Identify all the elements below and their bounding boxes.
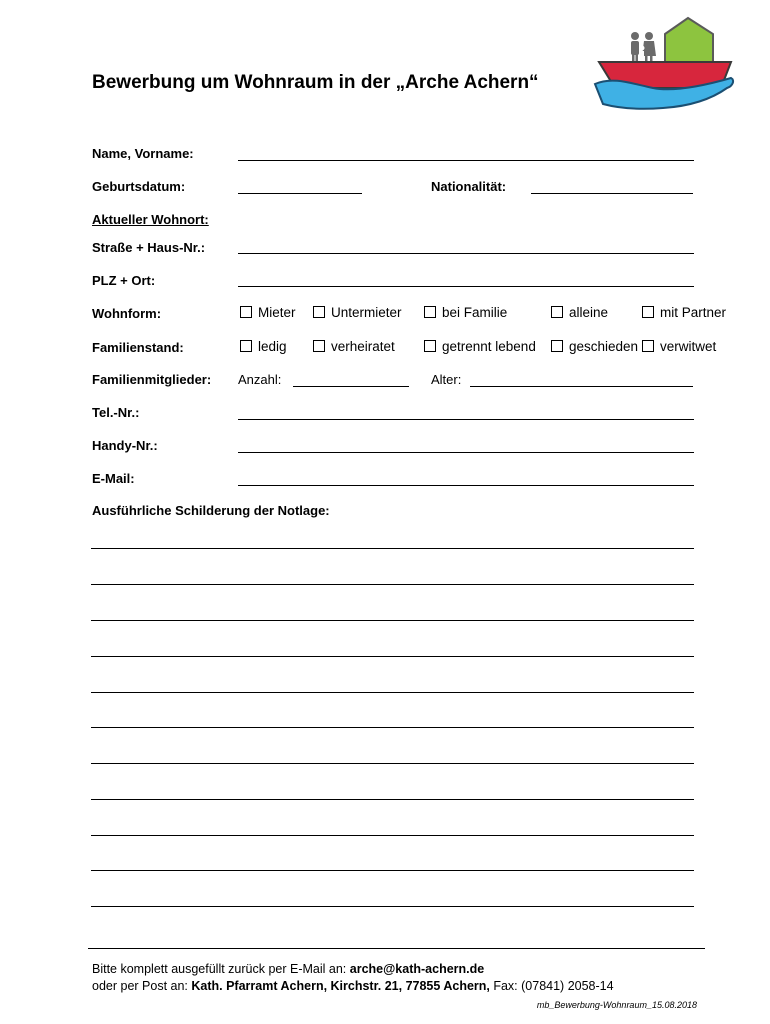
marital-label: Familienstand:: [92, 340, 184, 355]
family-age-field[interactable]: [470, 386, 693, 387]
marital-option-geschieden[interactable]: geschieden: [551, 339, 638, 354]
document-id: mb_Bewerbung-Wohnraum_15.08.2018: [536, 1000, 697, 1010]
housing-option-alleine[interactable]: alleine: [551, 305, 608, 320]
plz-field[interactable]: [238, 286, 694, 287]
page-title: Bewerbung um Wohnraum in der „Arche Achern“: [92, 72, 539, 93]
description-line[interactable]: [91, 656, 694, 657]
family-count-field[interactable]: [293, 386, 409, 387]
description-line[interactable]: [91, 548, 694, 549]
tel-label: Tel.-Nr.:: [92, 405, 140, 420]
marital-option-verheiratet[interactable]: verheiratet: [313, 339, 395, 354]
marital-option-verwitwet[interactable]: verwitwet: [642, 339, 716, 354]
housing-option-familie[interactable]: bei Familie: [424, 305, 507, 320]
checkbox-icon[interactable]: [551, 306, 563, 318]
checkbox-icon[interactable]: [424, 306, 436, 318]
birthdate-field[interactable]: [238, 193, 362, 194]
description-line[interactable]: [91, 835, 694, 836]
footer-rule: [88, 948, 705, 949]
description-line[interactable]: [91, 692, 694, 693]
checkbox-icon[interactable]: [240, 306, 252, 318]
arche-logo: [593, 14, 738, 112]
street-field[interactable]: [238, 253, 694, 254]
family-age-label: Alter:: [431, 372, 462, 387]
housing-option-partner[interactable]: mit Partner: [642, 305, 726, 320]
email-label: E-Mail:: [92, 471, 135, 486]
marital-option-getrennt[interactable]: getrennt lebend: [424, 339, 536, 354]
description-label: Ausführliche Schilderung der Notlage:: [92, 503, 330, 518]
marital-option-ledig[interactable]: ledig: [240, 339, 287, 354]
description-line[interactable]: [91, 799, 694, 800]
email-field[interactable]: [238, 485, 694, 486]
description-line[interactable]: [91, 906, 694, 907]
current-residence-heading: Aktueller Wohnort:: [92, 212, 209, 227]
footer-fax: Fax: (07841) 2058-14: [489, 979, 614, 993]
housing-option-mieter[interactable]: Mieter: [240, 305, 296, 320]
checkbox-icon[interactable]: [313, 340, 325, 352]
housing-option-untermieter[interactable]: Untermieter: [313, 305, 402, 320]
checkbox-icon[interactable]: [551, 340, 563, 352]
checkbox-icon[interactable]: [240, 340, 252, 352]
description-line[interactable]: [91, 584, 694, 585]
footer-line-2: oder per Post an: Kath. Pfarramt Achern, Kirchstr. 21, 77855 Achern, Fax: (07841) 2058-14: [92, 979, 614, 993]
checkbox-icon[interactable]: [642, 306, 654, 318]
footer-address: Kath. Pfarramt Achern, Kirchstr. 21, 77855 Achern,: [191, 979, 490, 993]
nationality-label: Nationalität:: [431, 179, 507, 194]
tel-field[interactable]: [238, 419, 694, 420]
nationality-field[interactable]: [531, 193, 693, 194]
mobile-label: Handy-Nr.:: [92, 438, 158, 453]
description-line[interactable]: [91, 870, 694, 871]
name-label: Name, Vorname:: [92, 146, 194, 161]
name-field[interactable]: [238, 160, 694, 161]
description-line[interactable]: [91, 620, 694, 621]
family-label: Familienmitglieder:: [92, 372, 212, 387]
checkbox-icon[interactable]: [313, 306, 325, 318]
family-count-label: Anzahl:: [238, 372, 282, 387]
plz-label: PLZ + Ort:: [92, 273, 156, 288]
housing-label: Wohnform:: [92, 306, 162, 321]
checkbox-icon[interactable]: [424, 340, 436, 352]
mobile-field[interactable]: [238, 452, 694, 453]
footer-line-1: Bitte komplett ausgefüllt zurück per E-Mail an: arche@kath-achern.de: [92, 962, 485, 976]
footer-email-link[interactable]: arche@kath-achern.de: [349, 962, 485, 976]
checkbox-icon[interactable]: [642, 340, 654, 352]
description-line[interactable]: [91, 727, 694, 728]
description-line[interactable]: [91, 763, 694, 764]
street-label: Straße + Haus-Nr.:: [92, 240, 206, 255]
birthdate-label: Geburtsdatum:: [92, 179, 186, 194]
